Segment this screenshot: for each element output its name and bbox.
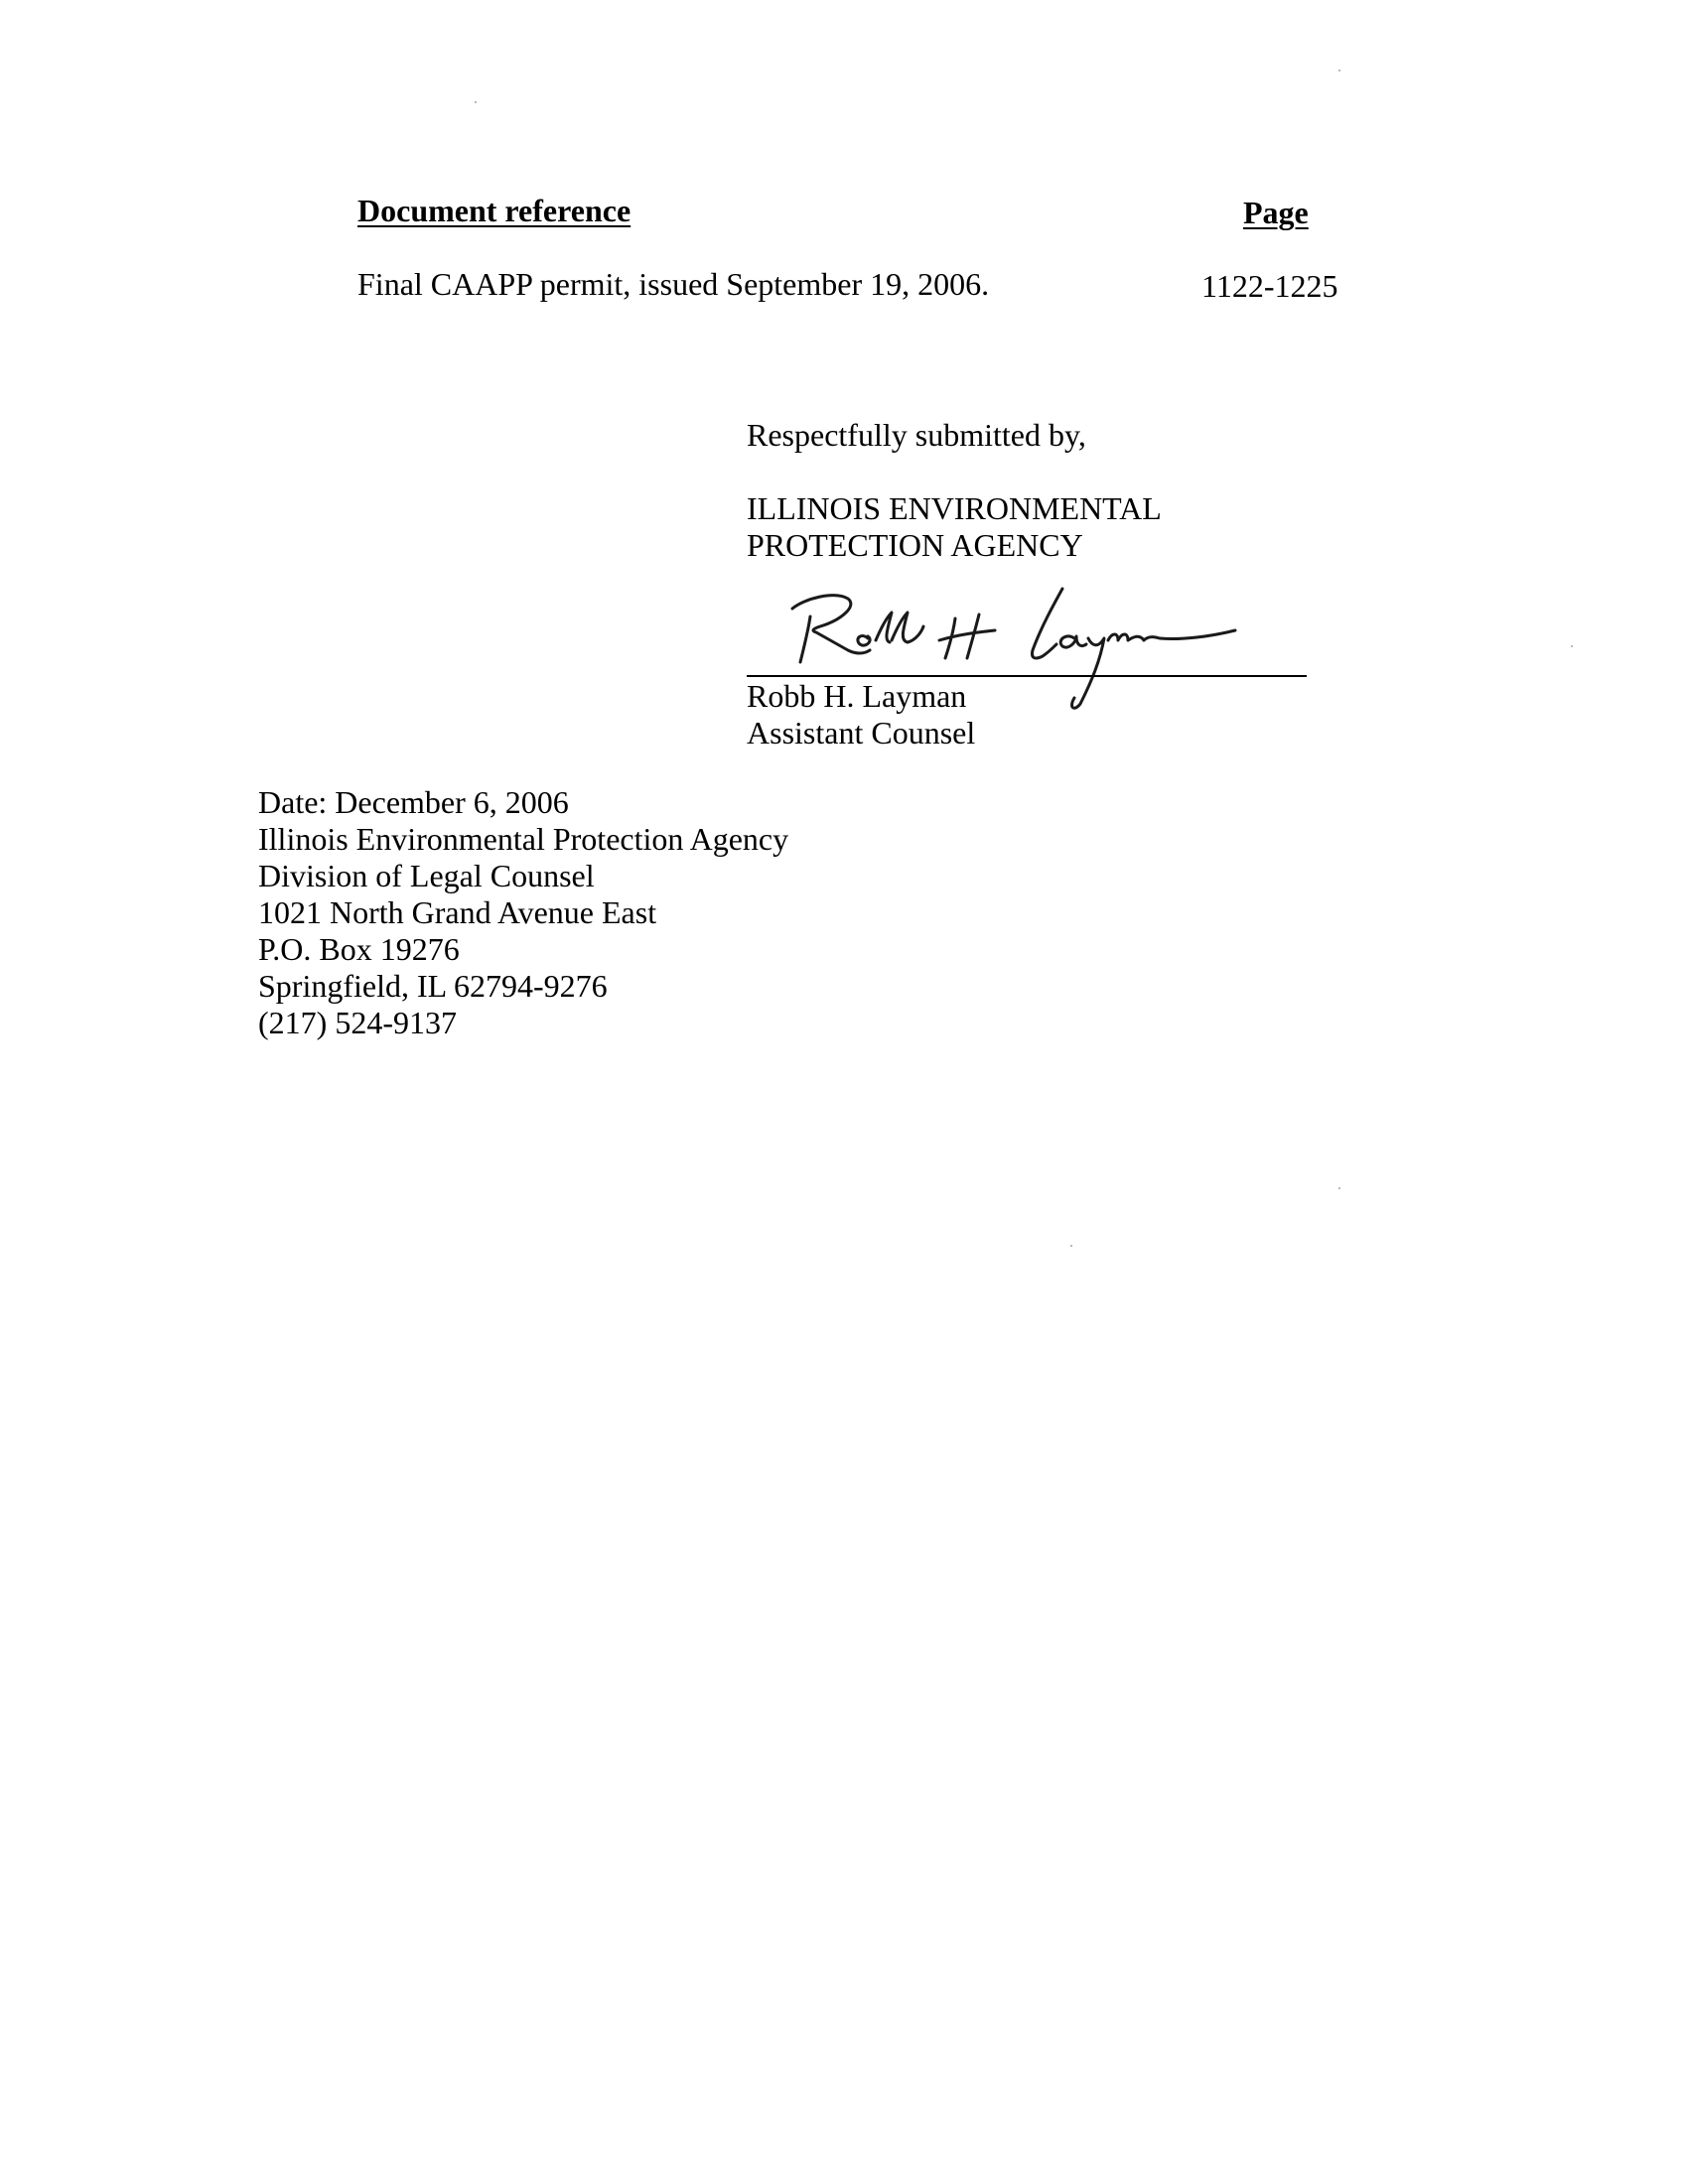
closing-text: Respectfully submitted by, bbox=[747, 417, 1086, 453]
contact-city-state-zip: Springfield, IL 62794-9276 bbox=[258, 968, 608, 1004]
scan-speck bbox=[1070, 1245, 1072, 1247]
contact-street: 1021 North Grand Avenue East bbox=[258, 894, 657, 930]
contact-block bbox=[258, 784, 788, 1041]
contact-po-box: P.O. Box 19276 bbox=[258, 931, 460, 967]
scan-speck bbox=[1571, 645, 1573, 647]
signature-line bbox=[747, 675, 1307, 677]
date-line: Date: December 6, 2006 bbox=[258, 784, 569, 820]
agency-name-line1: ILLINOIS ENVIRONMENTAL bbox=[747, 490, 1162, 526]
header-page: Page bbox=[1243, 195, 1309, 230]
header-document-reference: Document reference bbox=[357, 193, 632, 228]
contact-phone: (217) 524-9137 bbox=[258, 1005, 457, 1040]
signer-name: Robb H. Layman bbox=[747, 678, 967, 714]
scan-speck bbox=[475, 101, 477, 103]
scan-speck bbox=[1338, 69, 1340, 71]
signer-title: Assistant Counsel bbox=[747, 715, 976, 751]
agency-name bbox=[747, 490, 1162, 564]
contact-agency: Illinois Environmental Protection Agency bbox=[258, 821, 789, 857]
scan-speck bbox=[1338, 1187, 1340, 1189]
contact-division: Division of Legal Counsel bbox=[258, 858, 595, 893]
reference-row-document: Final CAAPP permit, issued September 19, 2006. bbox=[357, 266, 990, 302]
agency-name-line2: PROTECTION AGENCY bbox=[747, 527, 1083, 563]
signer-block bbox=[747, 678, 975, 751]
reference-row-page: 1122-1225 bbox=[1201, 268, 1338, 304]
